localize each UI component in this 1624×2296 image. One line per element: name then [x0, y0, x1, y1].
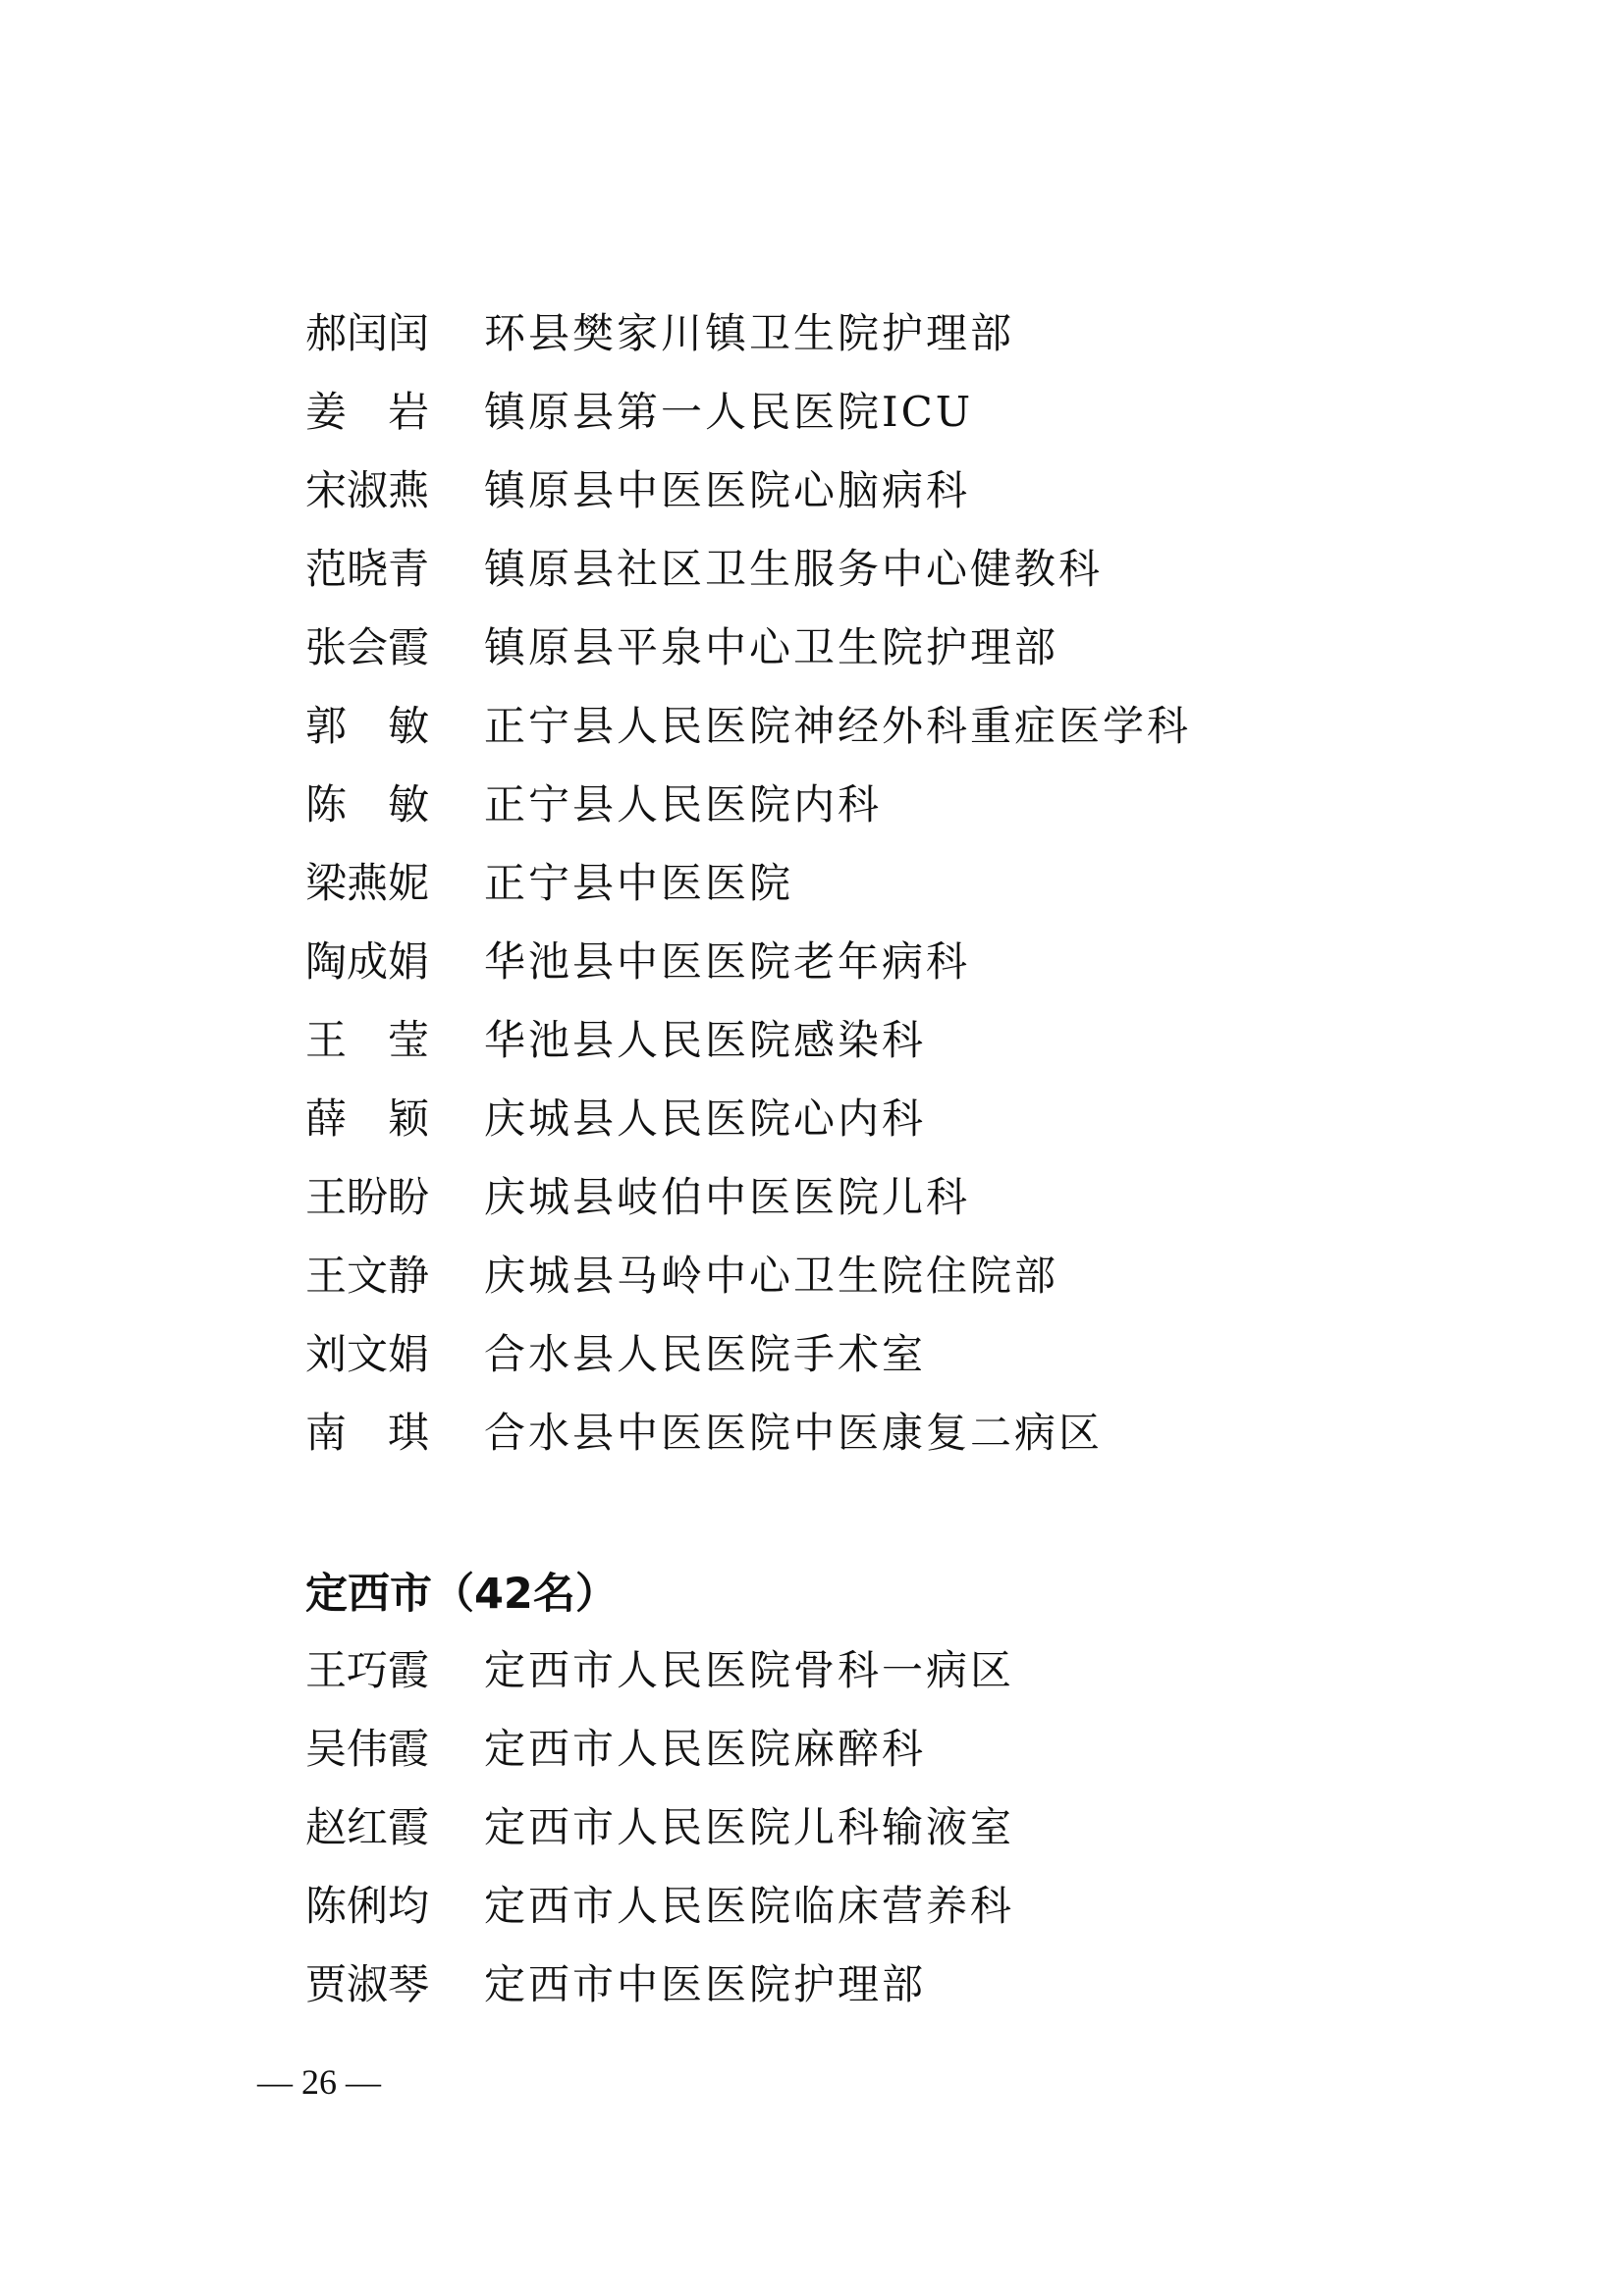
person-name: 姜 岩 [305, 388, 430, 436]
person-name: 王 莹 [305, 1016, 430, 1064]
person-unit: 定西市人民医院麻醉科 [484, 1725, 927, 1773]
page-number: — 26 — [257, 2062, 381, 2102]
person-name: 张会霞 [305, 623, 430, 671]
person-unit: 合水县中医医院中医康复二病区 [484, 1409, 1104, 1457]
person-unit: 定西市人民医院骨科一病区 [484, 1646, 1015, 1694]
person-name: 范晓青 [305, 545, 430, 593]
person-name: 王文静 [305, 1252, 430, 1300]
person-unit: 庆城县马岭中心卫生院住院部 [484, 1252, 1059, 1300]
person-name: 陈俐均 [305, 1882, 430, 1930]
person-name: 薛 颖 [305, 1095, 430, 1143]
person-unit: 定西市人民医院临床营养科 [484, 1882, 1015, 1930]
person-unit: 镇原县第一人民医院ICU [484, 388, 974, 436]
person-name: 郭 敏 [305, 702, 430, 750]
person-unit: 正宁县中医医院 [484, 859, 794, 907]
person-unit: 庆城县岐伯中医医院儿科 [484, 1173, 971, 1221]
person-unit: 华池县中医医院老年病科 [484, 937, 971, 986]
person-unit: 定西市中医医院护理部 [484, 1960, 927, 2008]
person-unit: 正宁县人民医院神经外科重症医学科 [484, 702, 1192, 750]
person-name: 赵红霞 [305, 1803, 430, 1851]
person-name: 郝闰闰 [305, 309, 430, 357]
person-name: 南 琪 [305, 1409, 430, 1457]
person-name: 梁燕妮 [305, 859, 430, 907]
person-unit: 镇原县中医医院心脑病科 [484, 466, 971, 514]
person-name: 吴伟霞 [305, 1725, 430, 1773]
person-name: 王巧霞 [305, 1646, 430, 1694]
person-unit: 镇原县平泉中心卫生院护理部 [484, 623, 1059, 671]
person-unit: 定西市人民医院儿科输液室 [484, 1803, 1015, 1851]
person-name: 陈 敏 [305, 780, 430, 828]
person-unit: 庆城县人民医院心内科 [484, 1095, 927, 1143]
person-name: 贾淑琴 [305, 1960, 430, 2008]
person-name: 宋淑燕 [305, 466, 430, 514]
section-heading: 定西市（42名） [305, 1570, 618, 1619]
person-name: 陶成娟 [305, 937, 430, 986]
person-name: 王盼盼 [305, 1173, 430, 1221]
person-unit: 正宁县人民医院内科 [484, 780, 883, 828]
person-name: 刘文娟 [305, 1330, 430, 1378]
person-unit: 合水县人民医院手术室 [484, 1330, 927, 1378]
person-unit: 环县樊家川镇卫生院护理部 [484, 309, 1015, 357]
person-unit: 华池县人民医院感染科 [484, 1016, 927, 1064]
person-unit: 镇原县社区卫生服务中心健教科 [484, 545, 1104, 593]
